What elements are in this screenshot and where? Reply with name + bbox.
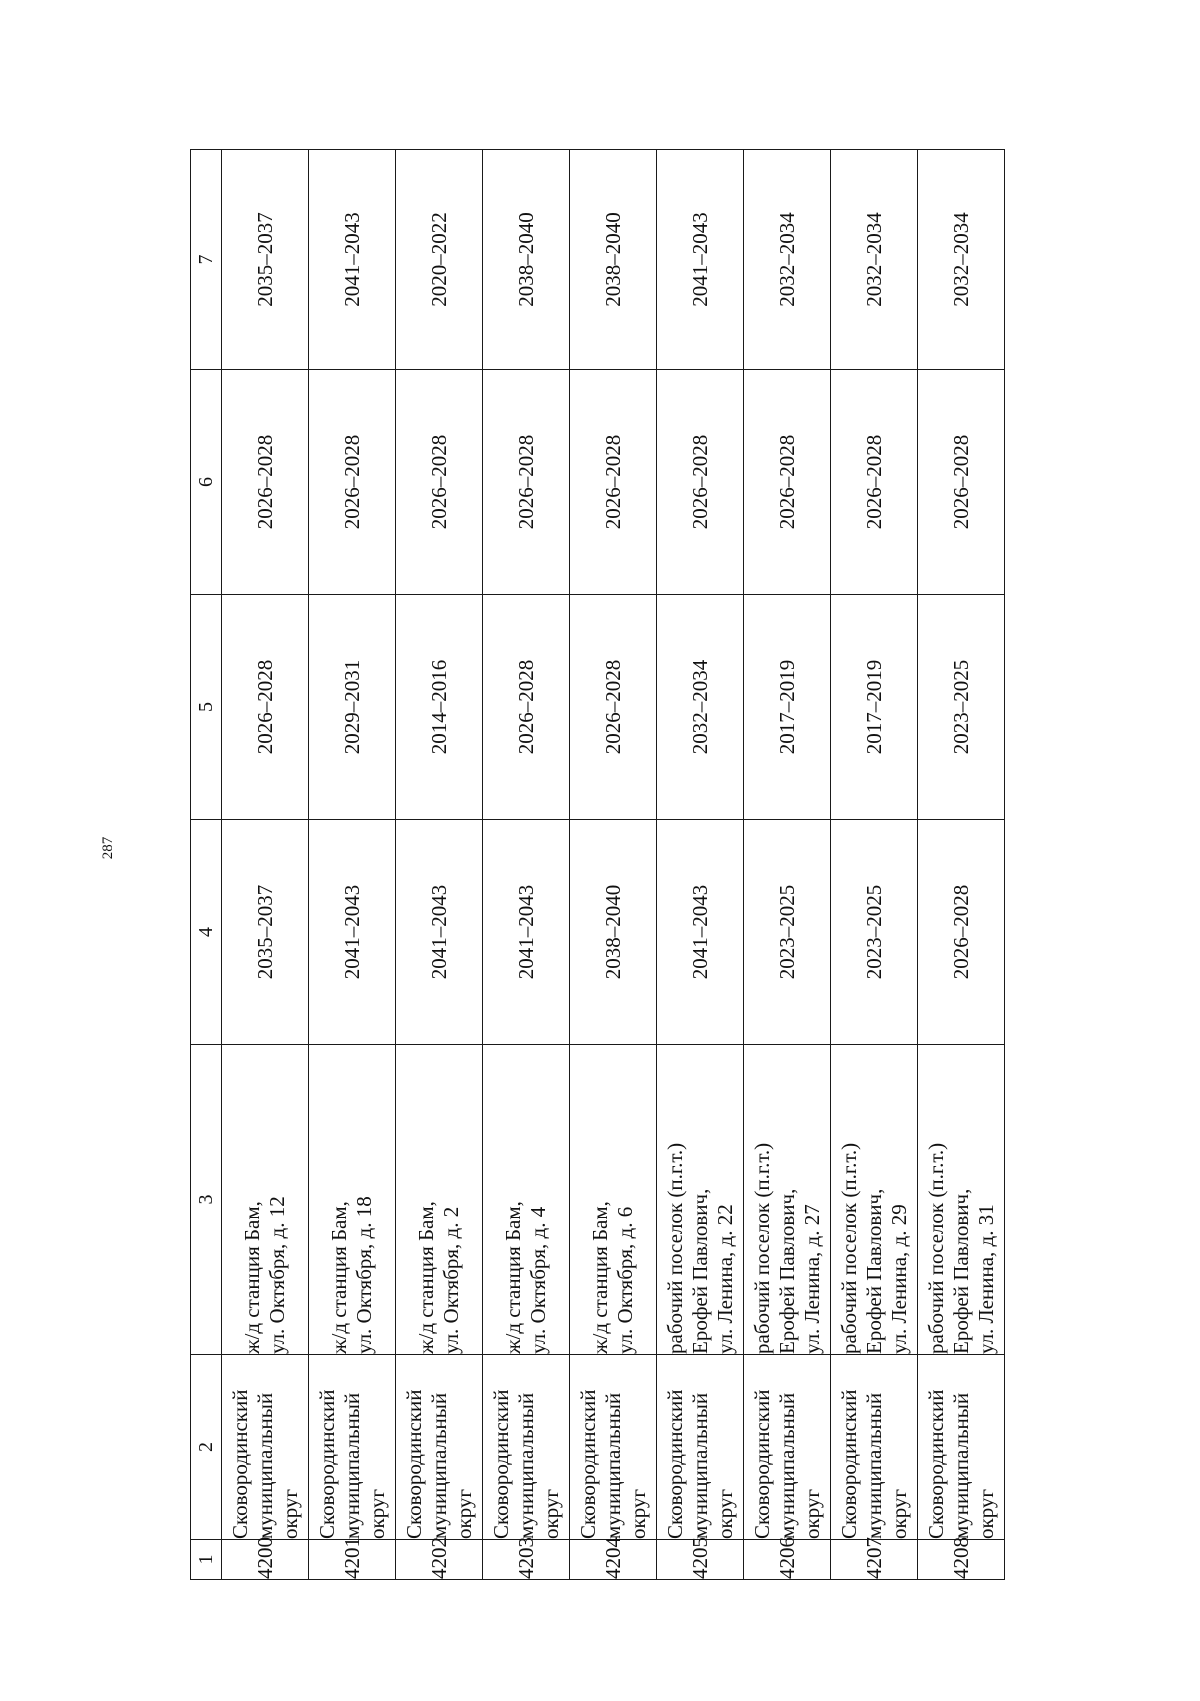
rotated-table-container bbox=[190, 150, 1150, 1580]
table-row bbox=[483, 150, 570, 1580]
period-col4: 2026–2028 bbox=[918, 820, 1005, 1045]
period-col4: 2035–2037 bbox=[222, 820, 309, 1045]
address-cell bbox=[309, 1045, 396, 1355]
header-cell-1: 1 bbox=[191, 1540, 222, 1580]
address-cell bbox=[657, 1045, 744, 1355]
period-col4: 2041–2043 bbox=[396, 820, 483, 1045]
district-cell bbox=[657, 1355, 744, 1540]
period-col5: 2032–2034 bbox=[657, 595, 744, 820]
period-col6: 2026–2028 bbox=[744, 370, 831, 595]
address-text: ж/д станция Бам, ул. Октября, д. 2 bbox=[414, 1201, 463, 1354]
period-col5: 2029–2031 bbox=[309, 595, 396, 820]
table-row bbox=[744, 150, 831, 1580]
row-id: 4206 bbox=[744, 1540, 831, 1580]
address-cell bbox=[744, 1045, 831, 1355]
row-id: 4204 bbox=[570, 1540, 657, 1580]
table-row bbox=[918, 150, 1005, 1580]
period-col6: 2026–2028 bbox=[309, 370, 396, 595]
district-text: Сковородинский муниципальный округ bbox=[662, 1389, 737, 1539]
district-text: Сковородинский муниципальный округ bbox=[488, 1389, 563, 1539]
period-col6: 2026–2028 bbox=[483, 370, 570, 595]
district-text: Сковородинский муниципальный округ bbox=[749, 1389, 824, 1539]
period-col6: 2026–2028 bbox=[918, 370, 1005, 595]
row-id: 4201 bbox=[309, 1540, 396, 1580]
district-text: Сковородинский муниципальный округ bbox=[923, 1389, 998, 1539]
district-cell bbox=[309, 1355, 396, 1540]
page-number: 287 bbox=[100, 836, 116, 860]
district-cell bbox=[744, 1355, 831, 1540]
period-col5: 2014–2016 bbox=[396, 595, 483, 820]
period-col4: 2023–2025 bbox=[744, 820, 831, 1045]
district-cell bbox=[831, 1355, 918, 1540]
table-row bbox=[222, 150, 309, 1580]
table-header-row bbox=[191, 150, 222, 1580]
district-text: Сковородинский муниципальный округ bbox=[314, 1389, 389, 1539]
address-text: ж/д станция Бам, ул. Октября, д. 18 bbox=[327, 1196, 376, 1354]
period-col4: 2041–2043 bbox=[309, 820, 396, 1045]
period-col6: 2026–2028 bbox=[396, 370, 483, 595]
address-cell bbox=[831, 1045, 918, 1355]
table-wrapper bbox=[190, 150, 1150, 1580]
period-col4: 2041–2043 bbox=[657, 820, 744, 1045]
table-row bbox=[309, 150, 396, 1580]
address-text: рабочий поселок (п.г.т.) Ерофей Павлович, ул. Ленина, д. 27 bbox=[749, 1142, 824, 1354]
period-col7: 2032–2034 bbox=[831, 150, 918, 370]
period-col7: 2035–2037 bbox=[222, 150, 309, 370]
address-text: ж/д станция Бам, ул. Октября, д. 4 bbox=[501, 1201, 550, 1354]
address-cell bbox=[396, 1045, 483, 1355]
period-col4: 2038–2040 bbox=[570, 820, 657, 1045]
period-col5: 2017–2019 bbox=[831, 595, 918, 820]
table-row bbox=[831, 150, 918, 1580]
period-col6: 2026–2028 bbox=[570, 370, 657, 595]
period-col5: 2026–2028 bbox=[570, 595, 657, 820]
table-row bbox=[657, 150, 744, 1580]
table-row bbox=[570, 150, 657, 1580]
period-col7: 2032–2034 bbox=[918, 150, 1005, 370]
district-text: Сковородинский муниципальный округ bbox=[836, 1389, 911, 1539]
period-col5: 2017–2019 bbox=[744, 595, 831, 820]
address-cell bbox=[918, 1045, 1005, 1355]
address-text: рабочий поселок (п.г.т.) Ерофей Павлович, ул. Ленина, д. 29 bbox=[836, 1142, 911, 1354]
period-col5: 2023–2025 bbox=[918, 595, 1005, 820]
header-cell-7: 7 bbox=[191, 150, 222, 370]
address-text: ж/д станция Бам, ул. Октября, д. 12 bbox=[240, 1196, 289, 1354]
period-col5: 2026–2028 bbox=[483, 595, 570, 820]
address-text: рабочий поселок (п.г.т.) Ерофей Павлович, ул. Ленина, д. 22 bbox=[662, 1142, 737, 1354]
table-row bbox=[396, 150, 483, 1580]
row-id: 4203 bbox=[483, 1540, 570, 1580]
row-id: 4205 bbox=[657, 1540, 744, 1580]
district-cell bbox=[483, 1355, 570, 1540]
period-col7: 2032–2034 bbox=[744, 150, 831, 370]
header-cell-5: 5 bbox=[191, 595, 222, 820]
period-col6: 2026–2028 bbox=[657, 370, 744, 595]
period-col7: 2020–2022 bbox=[396, 150, 483, 370]
period-col7: 2038–2040 bbox=[570, 150, 657, 370]
district-cell bbox=[918, 1355, 1005, 1540]
data-table bbox=[190, 149, 1005, 1580]
header-cell-2: 2 bbox=[191, 1355, 222, 1540]
period-col4: 2023–2025 bbox=[831, 820, 918, 1045]
period-col4: 2041–2043 bbox=[483, 820, 570, 1045]
row-id: 4207 bbox=[831, 1540, 918, 1580]
district-text: Сковородинский муниципальный округ bbox=[575, 1389, 650, 1539]
district-cell bbox=[222, 1355, 309, 1540]
period-col7: 2041–2043 bbox=[657, 150, 744, 370]
address-cell bbox=[483, 1045, 570, 1355]
header-cell-4: 4 bbox=[191, 820, 222, 1045]
period-col5: 2026–2028 bbox=[222, 595, 309, 820]
row-id: 4208 bbox=[918, 1540, 1005, 1580]
header-cell-3: 3 bbox=[191, 1045, 222, 1355]
period-col7: 2041–2043 bbox=[309, 150, 396, 370]
district-text: Сковородинский муниципальный округ bbox=[401, 1389, 476, 1539]
row-id: 4200 bbox=[222, 1540, 309, 1580]
period-col7: 2038–2040 bbox=[483, 150, 570, 370]
district-cell bbox=[396, 1355, 483, 1540]
address-text: рабочий поселок (п.г.т.) Ерофей Павлович, ул. Ленина, д. 31 bbox=[923, 1142, 998, 1354]
row-id: 4202 bbox=[396, 1540, 483, 1580]
period-col6: 2026–2028 bbox=[831, 370, 918, 595]
district-text: Сковородинский муниципальный округ bbox=[227, 1389, 302, 1539]
address-text: ж/д станция Бам, ул. Октября, д. 6 bbox=[588, 1201, 637, 1354]
period-col6: 2026–2028 bbox=[222, 370, 309, 595]
header-cell-6: 6 bbox=[191, 370, 222, 595]
address-cell bbox=[570, 1045, 657, 1355]
address-cell bbox=[222, 1045, 309, 1355]
district-cell bbox=[570, 1355, 657, 1540]
